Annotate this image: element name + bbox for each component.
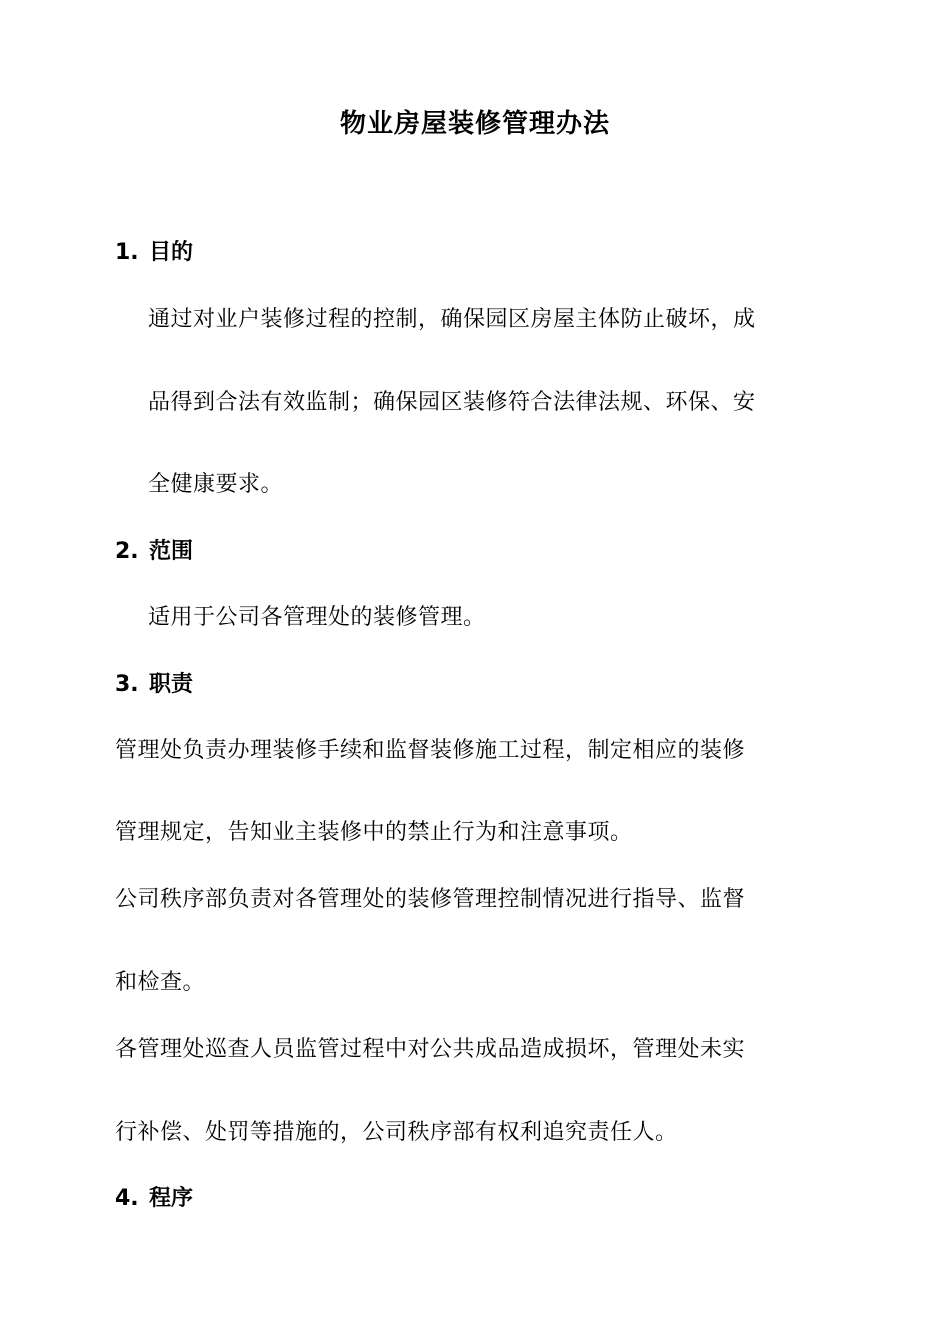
section-heading-responsibilities [115, 670, 193, 700]
paragraph-line: 通过对业户装修过程的控制，确保园区房屋主体防止破坏，成 [148, 307, 756, 332]
section-heading-purpose [115, 238, 193, 268]
paragraph-line: 行补偿、处罚等措施的，公司秩序部有权利追究责任人。 [115, 1120, 678, 1145]
section-number: 3. [115, 672, 139, 697]
section-title: 职责 [149, 672, 194, 697]
paragraph-line: 适用于公司各管理处的装修管理。 [148, 605, 486, 630]
paragraph-line: 全健康要求。 [148, 472, 284, 497]
section-heading-procedure [115, 1184, 193, 1214]
section-title: 目的 [149, 240, 194, 265]
section-heading-scope [115, 537, 193, 567]
section-number: 1. [115, 240, 139, 265]
section-number: 4. [115, 1186, 139, 1211]
paragraph-line: 和检查。 [115, 970, 206, 995]
paragraph-line: 管理处负责办理装修手续和监督装修施工过程，制定相应的装修 [115, 738, 746, 763]
paragraph-line: 品得到合法有效监制；确保园区装修符合法律法规、环保、安 [148, 390, 756, 415]
paragraph-line: 管理规定，告知业主装修中的禁止行为和注意事项。 [115, 820, 633, 845]
section-number: 2. [115, 539, 139, 564]
section-title: 范围 [149, 539, 194, 564]
document-title: 物业房屋装修管理办法 [339, 109, 610, 139]
paragraph-line: 各管理处巡查人员监管过程中对公共成品造成损坏，管理处未实 [115, 1037, 746, 1062]
paragraph-line: 公司秩序部负责对各管理处的装修管理控制情况进行指导、监督 [115, 887, 746, 912]
section-title: 程序 [149, 1186, 194, 1211]
